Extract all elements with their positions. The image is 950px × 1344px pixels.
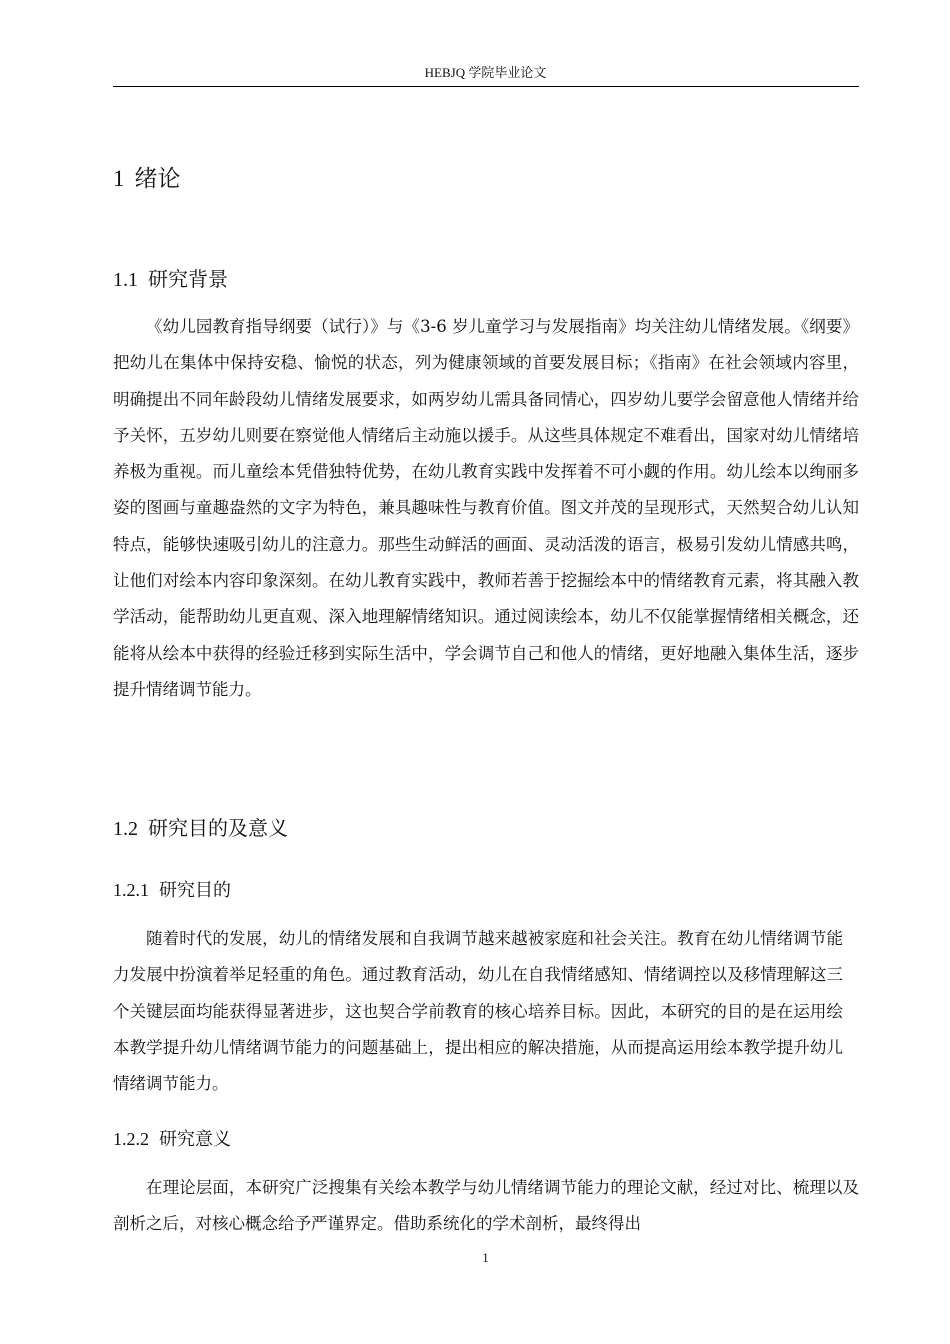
section-number: 1.2 <box>113 818 138 840</box>
page-number: 1 <box>482 1250 489 1265</box>
running-header: HEBJQ 学院毕业论文 <box>424 65 547 80</box>
subsection-heading-1-2-1 <box>113 876 231 902</box>
section-title: 研究背景 <box>148 267 228 291</box>
paragraph-research-significance: 在理论层面，本研究广泛搜集有关绘本教学与幼儿情绪调节能力的理论文献，经过对比、梳理以及剖析之后，对核心概念给予严谨界定。借助系统化的学术剖析，最终得出 <box>113 1178 859 1234</box>
section-heading-1-1 <box>113 263 228 292</box>
subsection-title: 研究目的 <box>159 880 231 901</box>
chapter-number: 1 <box>113 166 125 191</box>
subsection-number: 1.2.2 <box>113 1129 149 1149</box>
subsection-number: 1.2.1 <box>113 880 149 900</box>
section-number: 1.1 <box>113 269 138 291</box>
subsection-title: 研究意义 <box>159 1129 231 1150</box>
chapter-heading <box>113 160 181 193</box>
header-divider <box>113 86 859 87</box>
subsection-heading-1-2-2 <box>113 1125 231 1151</box>
chapter-title: 绪论 <box>134 166 181 192</box>
paragraph-research-purpose: 随着时代的发展，幼儿的情绪发展和自我调节越来越被家庭和社会关注。教育在幼儿情绪调节能力发展中扮演着举足轻重的角色。通过教育活动，幼儿在自我情绪感知、情绪调控以及移情理解这三个关键层面均能获得显著进步，这也契合学前教育的核心培养目标。因此，本研究的目的是在运用绘本教学提升幼儿情绪调节能力的问题基础上，提出相应的解决措施，从而提高运用绘本教学提升幼儿情绪调节能力。 <box>113 929 843 1094</box>
section-heading-1-2 <box>113 812 288 841</box>
paragraph-research-background: 《幼儿园教育指导纲要（试行）》与《3-6 岁儿童学习与发展指南》均关注幼儿情绪发展。《纲要》把幼儿在集体中保持安稳、愉悦的状态，列为健康领域的首要发展目标；《指南》在社会领域内容里，明确提出不同年龄段幼儿情绪发展要求，如两岁幼儿需具备同情心，四岁幼儿要学会留意他人情绪并给予关怀，五岁幼儿则要在察觉他人情绪后主动施以援手。从这些具体规定不难看出，国家对幼儿情绪培养极为重视。而儿童绘本凭借独特优势，在幼儿教育实践中发挥着不可小觑的作用。幼儿绘本以绚丽多姿的图画与童趣盎然的文字为特色，兼具趣味性与教育价值。图文并茂的呈现形式，天然契合幼儿认知特点，能够快速吸引幼儿的注意力。那些生动鲜活的画面、灵动活泼的语言，极易引发幼儿情感共鸣，让他们对绘本内容印象深刻。在幼儿教育实践中，教师若善于挖掘绘本中的情绪教育元素，将其融入教学活动，能帮助幼儿更直观、深入地理解情绪知识。通过阅读绘本，幼儿不仅能掌握情绪相关概念，还能将从绘本中获得的经验迁移到实际生活中，学会调节自己和他人的情绪，更好地融入集体生活，逐步提升情绪调节能力。 <box>113 317 859 699</box>
section-title: 研究目的及意义 <box>148 816 288 840</box>
